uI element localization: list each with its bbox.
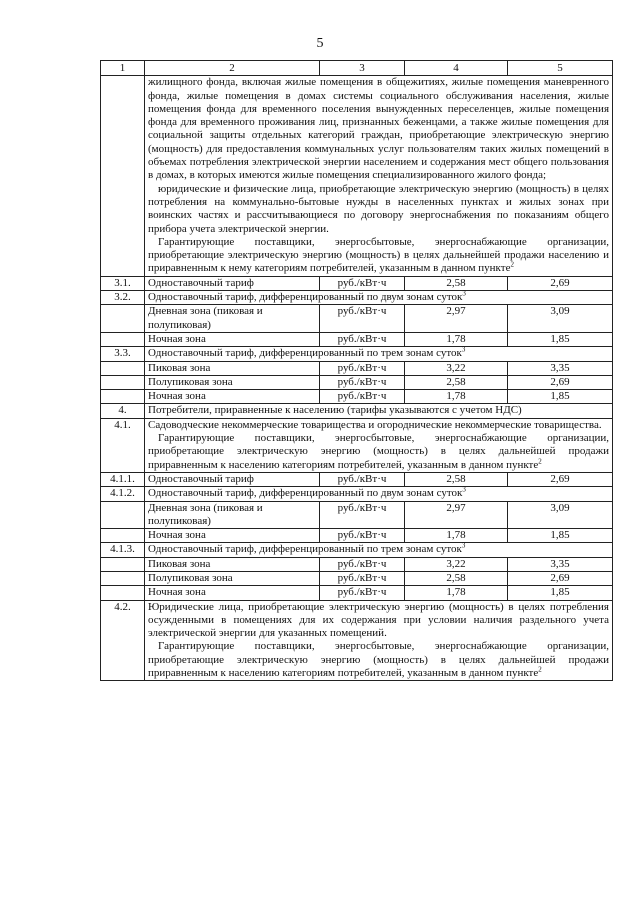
tariff-value-h2: 1,85: [508, 586, 613, 600]
table-row: [101, 557, 613, 571]
tariff-value-h2: 3,09: [508, 501, 613, 529]
row-number: 3.3.: [101, 347, 145, 361]
unit-cell: руб./кВт·ч: [320, 276, 405, 290]
row-number: 3.1.: [101, 276, 145, 290]
table-row: [101, 418, 613, 472]
consumer-description: [145, 600, 613, 681]
table-row: [101, 291, 613, 305]
table-row: [101, 529, 613, 543]
table-row: [101, 76, 613, 276]
tariff-value-h1: 3,22: [405, 361, 508, 375]
table-row: [101, 543, 613, 557]
unit-cell: руб./кВт·ч: [320, 305, 405, 333]
zone-label: Пиковая зона: [145, 557, 320, 571]
table-row: [101, 305, 613, 333]
row-number: 4.1.: [101, 418, 145, 472]
consumer-description: [145, 76, 613, 276]
footnote-mark: 3: [461, 345, 466, 354]
table-row: [101, 571, 613, 585]
row-number: 4.: [101, 404, 145, 418]
row-number: 3.2.: [101, 291, 145, 305]
unit-cell: руб./кВт·ч: [320, 390, 405, 404]
zone-label: Дневная зона (пиковая и полупиковая): [145, 501, 320, 529]
description-paragraph: Гарантирующие поставщики, энергосбытовые, энергоснабжающие организации, приобретающие электрическую энергию (мощность) в целях дальнейшей продажи приравненным к населению категориям потребителей, указанным в данном пункте$^2$: [148, 640, 609, 680]
unit-cell: руб./кВт·ч: [320, 361, 405, 375]
unit-cell: руб./кВт·ч: [320, 571, 405, 585]
unit-cell: руб./кВт·ч: [320, 557, 405, 571]
row-number: 4.1.3.: [101, 543, 145, 557]
table-row: [101, 332, 613, 346]
row-number: 4.2.: [101, 600, 145, 681]
description-paragraph: Садоводческие некоммерческие товарищества и огороднические некоммерческие товарищества.: [148, 418, 602, 431]
page-number: 5: [316, 36, 324, 51]
tariff-value-h1: 1,78: [405, 586, 508, 600]
zone-label: Ночная зона: [145, 586, 320, 600]
description-paragraph: жилищного фонда, включая жилые помещения в общежитиях, жилые помещения маневренного фонда, жилые помещения в домах системы социального обслуживания населения, жилые помещения фонда для временного поселения вынужденных переселенцев, жилые помещения фонда для временного проживания лиц, признанных беженцами, а также жилые помещения для социальной защиты отдельных категорий граждан, приобретающие электрическую энергию (мощность) для предоставления коммунальных услуг пользователям таких жилых помещений в объемах потребления электрической энергии населением и содержания мест общего пользования в домах, в которых имеются жилые помещения специализированного жилого фонда;: [148, 76, 609, 182]
tariff-value-h1: 2,58: [405, 375, 508, 389]
tariff-value-h2: 3,35: [508, 361, 613, 375]
zone-label: Полупиковая зона: [145, 571, 320, 585]
description-paragraph: Юридические лица, приобретающие электрическую энергию (мощность) в целях потребления осужденными в помещениях для их содержания при условии наличия раздельного учета электрической энергии для указанных помещений.: [148, 600, 609, 640]
tariff-label: Одноставочный тариф, дифференцированный по двум зонам суток$^3$: [145, 291, 613, 305]
unit-cell: руб./кВт·ч: [320, 501, 405, 529]
section-title: Потребители, приравненные к населению (тарифы указываются с учетом НДС): [145, 404, 613, 418]
tariff-label: Одноставочный тариф, дифференцированный по трем зонам суток$^3$: [145, 347, 613, 361]
unit-cell: руб./кВт·ч: [320, 586, 405, 600]
tariff-value-h2: 3,09: [508, 305, 613, 333]
tariff-value-h2: 2,69: [508, 276, 613, 290]
zone-label: Ночная зона: [145, 529, 320, 543]
column-header: 3: [320, 61, 405, 76]
row-number: 4.1.1.: [101, 472, 145, 486]
tariff-value-h2: 1,85: [508, 390, 613, 404]
table-row: [101, 586, 613, 600]
unit-cell: руб./кВт·ч: [320, 375, 405, 389]
unit-cell: руб./кВт·ч: [320, 472, 405, 486]
tariff-label: Одноставочный тариф, дифференцированный по трем зонам суток$^3$: [145, 543, 613, 557]
tariff-value-h2: 2,69: [508, 375, 613, 389]
tariff-value-h2: 2,69: [508, 472, 613, 486]
footnote-mark: 2: [510, 260, 514, 269]
table-row: [101, 375, 613, 389]
table-row: [101, 347, 613, 361]
row-number: 4.1.2.: [101, 487, 145, 501]
tariff-label: Одноставочный тариф, дифференцированный по двум зонам суток$^3$: [145, 487, 613, 501]
unit-cell: руб./кВт·ч: [320, 332, 405, 346]
tariff-label: Одноставочный тариф: [145, 276, 320, 290]
tariff-value-h2: 3,35: [508, 557, 613, 571]
column-header: 2: [145, 61, 320, 76]
column-header: 5: [508, 61, 613, 76]
zone-label: Дневная зона (пиковая и полупиковая): [145, 305, 320, 333]
tariff-value-h2: 2,69: [508, 571, 613, 585]
footnote-mark: 2: [538, 456, 542, 465]
footnote-mark: 2: [538, 665, 542, 674]
table-row: [101, 472, 613, 486]
footnote-mark: 3: [461, 541, 466, 550]
description-paragraph: Гарантирующие поставщики, энергосбытовые, энергоснабжающие организации, приобретающие электрическую энергию (мощность) в целях дальнейшей продажи населению и приравненным к нему категориям потребителей, указанным в данном пункте$^2$: [148, 235, 609, 275]
table-row: [101, 276, 613, 290]
tariff-value-h1: 2,58: [405, 276, 508, 290]
table-row: [101, 361, 613, 375]
tariff-value-h1: 1,78: [405, 332, 508, 346]
description-paragraph: Гарантирующие поставщики, энергосбытовые, энергоснабжающие организации, приобретающие электрическую энергию (мощность) в целях дальнейшей продажи приравненным к населению категориям потребителей, указанным в данном пункте$^2$: [148, 432, 609, 471]
zone-label: Пиковая зона: [145, 361, 320, 375]
table-row: [101, 501, 613, 529]
description-paragraph: юридические и физические лица, приобретающие электрическую энергию (мощность) в целях потребления на коммунально-бытовые нужды в населенных пунктах и жилых зонах при воинских частях и рассчитывающиеся по договору энергоснабжения по показаниям общего прибора учета электрической энергии.: [148, 182, 609, 235]
tariff-value-h1: 1,78: [405, 390, 508, 404]
column-header: 4: [405, 61, 508, 76]
table-row: [101, 390, 613, 404]
zone-label: Ночная зона: [145, 390, 320, 404]
tariff-value-h1: 1,78: [405, 529, 508, 543]
tariff-value-h1: 2,58: [405, 472, 508, 486]
tariff-value-h2: 1,85: [508, 529, 613, 543]
table-row: [101, 600, 613, 681]
footnote-mark: 3: [462, 289, 466, 298]
tariff-table: [100, 60, 613, 681]
column-number-row: [101, 61, 613, 76]
zone-label: Полупиковая зона: [145, 375, 320, 389]
table-row: [101, 487, 613, 501]
tariff-value-h2: 1,85: [508, 332, 613, 346]
column-header: 1: [101, 61, 145, 76]
tariff-value-h1: 2,97: [405, 305, 508, 333]
tariff-label: Одноставочный тариф: [145, 472, 320, 486]
consumer-description: [145, 418, 613, 472]
tariff-value-h1: 2,97: [405, 501, 508, 529]
footnote-mark: 3: [462, 485, 466, 494]
zone-label: Ночная зона: [145, 332, 320, 346]
unit-cell: руб./кВт·ч: [320, 529, 405, 543]
table-row: [101, 404, 613, 418]
tariff-value-h1: 2,58: [405, 571, 508, 585]
tariff-value-h1: 3,22: [405, 557, 508, 571]
